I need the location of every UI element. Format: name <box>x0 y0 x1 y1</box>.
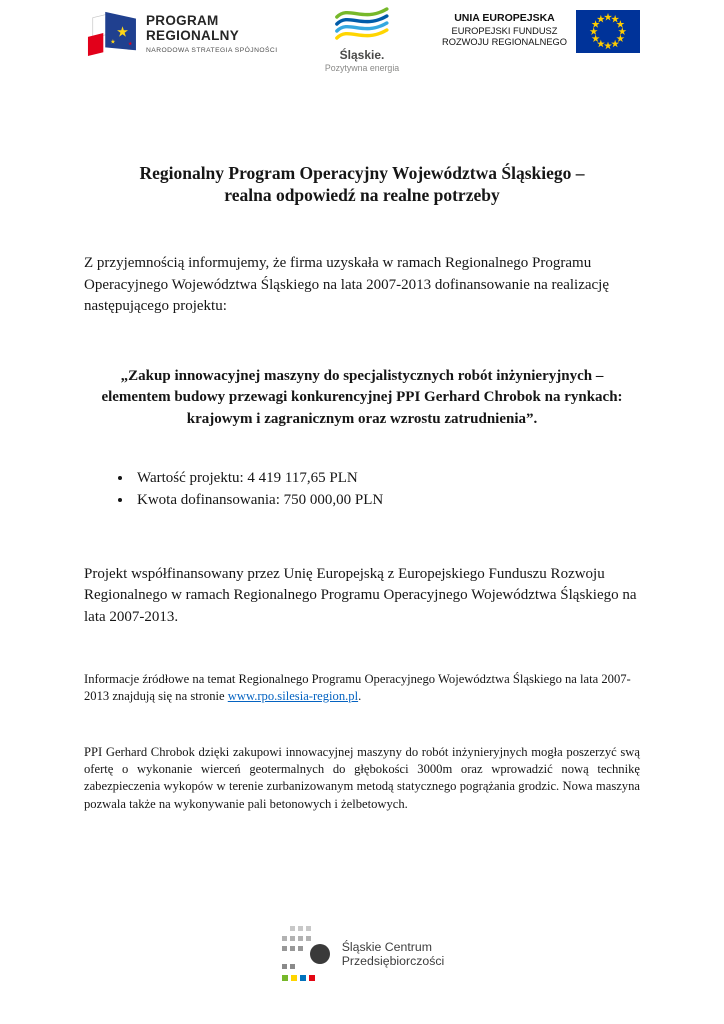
eu-logo-block <box>442 10 640 53</box>
program-regionalny-subtitle: NARODOWA STRATEGIA SPÓJNOŚCI <box>146 47 278 55</box>
eu-flag-icon <box>576 10 640 53</box>
project-title-line1: „Zakup innowacyjnej maszyny do specjalistycznych robót inżynieryjnych – <box>120 368 604 385</box>
bullet-item-grant-amount: • Kwota dofinansowania: 750 000,00 PLN <box>133 490 640 512</box>
slaskie-name: Śląskie. <box>339 48 385 62</box>
program-regionalny-logo <box>84 9 278 57</box>
info-text-prefix: Informacje źródłowe na temat Regionalnego Programu Operacyjnego Województwa Śląskiego na lata 2007-2013 znajdują się na stronie <box>84 671 631 703</box>
project-title-line3: krajowym i zagranicznym oraz wzrostu zatrudnienia”. <box>186 410 538 427</box>
page-title-line2: realna odpowiedź na realne potrzeby <box>224 185 500 206</box>
document-body <box>0 162 724 813</box>
slaskie-tagline: Pozytywna energia <box>324 63 400 73</box>
page-header <box>0 0 724 84</box>
eu-text <box>442 10 567 47</box>
project-facts-list <box>84 468 640 512</box>
eu-fund-line1: EUROPEJSKI FUNDUSZ <box>451 25 558 36</box>
scp-dots-icon <box>280 926 334 982</box>
bullet-item-project-value: • Wartość projektu: 4 419 117,65 PLN <box>133 468 640 490</box>
intro-paragraph: Z przyjemnością informujemy, że firma uzyskała w ramach Regionalnego Programu Operacyjnego Województwa Śląskiego na lata 2007-2013 dofinansowanie na realizację następującego projektu: <box>84 254 609 315</box>
slaskie-logo <box>325 4 399 73</box>
project-title-line2: elementem budowy przewagi konkurencyjnej PPI Gerhard Chrobok na rynkach: <box>101 389 623 406</box>
program-regionalny-line1: PROGRAM <box>146 13 219 28</box>
scp-logo-text <box>342 940 445 969</box>
info-paragraph <box>84 671 640 704</box>
info-text-suffix: . <box>358 688 362 703</box>
cofinancing-paragraph: Projekt współfinansowany przez Unię Europejską z Europejskiego Funduszu Rozwoju Regionalnego w ramach Regionalnego Programu Operacyjnego Województwa Śląskiego na lata 2007-2013. <box>84 565 637 626</box>
rpo-website-link[interactable]: www.rpo.silesia-region.pl <box>227 688 359 703</box>
slaskie-waves-icon <box>334 4 390 42</box>
program-regionalny-text <box>146 9 278 54</box>
program-regionalny-line2: REGIONALNY <box>146 27 240 43</box>
scp-text-line2: Przedsiębiorczości <box>341 954 445 968</box>
page-title <box>84 162 640 207</box>
page-title-line1: Regionalny Program Operacyjny Województwa Śląskiego – <box>139 163 585 183</box>
nss-flag-icon <box>84 9 138 57</box>
scp-logo-block <box>0 926 724 982</box>
eu-title: UNIA EUROPEJSKA <box>454 12 555 24</box>
project-title <box>84 366 640 430</box>
scp-text-line1: Śląskie Centrum <box>341 939 432 954</box>
company-description-paragraph: PPI Gerhard Chrobok dzięki zakupowi innowacyjnej maszyny do robót inżynieryjnych mogła poszerzyć swą ofertę o wykonanie wierceń geotermalnych do głębokości 3000m oraz wprowadzić nową technikę zabezpieczenia wykopów w terenie zurbanizowanym metodą statycznego pogrążania grodzic. Nowa maszyna pozwala także na wykonywanie pali betonowych i żelbetowych. <box>84 745 640 811</box>
eu-fund-line2: ROZWOJU REGIONALNEGO <box>442 37 567 47</box>
